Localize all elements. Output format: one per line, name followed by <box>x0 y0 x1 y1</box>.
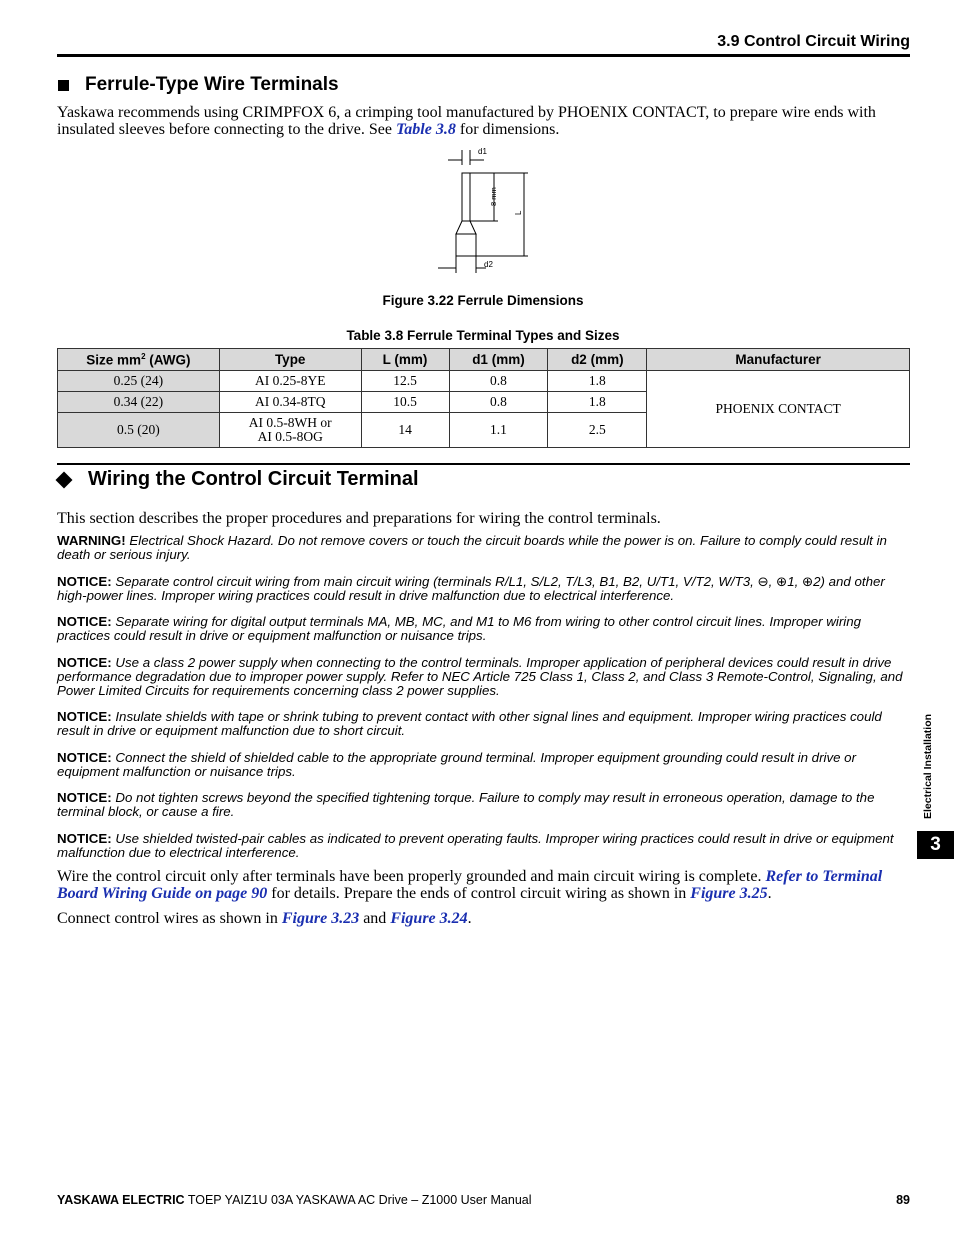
label-d1: d1 <box>478 147 487 156</box>
label-8mm: 8 mm <box>489 187 498 206</box>
link-figure-3-25[interactable]: Figure 3.25 <box>690 885 768 902</box>
ferrule-intro-text: Yaskawa recommends using CRIMPFOX 6, a crimping tool manufactured by PHOENIX CONTACT, to prepare wire ends with insulated sleeves before connecting to the drive. See <box>57 104 876 138</box>
cell-d1: 0.8 <box>449 371 548 392</box>
th-d2: d2 (mm) <box>548 349 647 371</box>
wiring-heading <box>55 468 419 491</box>
th-type: Type <box>219 349 361 371</box>
cell-d1: 1.1 <box>449 413 548 448</box>
ferrule-intro-tail: for dimensions. <box>455 121 560 138</box>
footer <box>57 1193 532 1207</box>
th-d1: d1 (mm) <box>449 349 548 371</box>
cell-d2: 1.8 <box>548 371 647 392</box>
ferrule-intro <box>57 104 912 138</box>
page-number: 89 <box>896 1193 910 1207</box>
wiring-paragraph-1: Wire the control circuit only after terminals have been properly grounded and main circuit wiring is complete. Refer to Terminal Board Wiring Guide on page 90 for details. Prepare the ends of control circuit wiring as shown in Figure 3.25. <box>57 868 883 902</box>
link-terminal-board-wiring-guide[interactable]: Refer to Terminal Board Wiring Guide on page 90 <box>57 868 883 902</box>
header-rule <box>57 54 910 57</box>
cell-type: AI 0.5-8WH or AI 0.5-8OG <box>219 413 361 448</box>
footer-doc: TOEP YAIZ1U 03A YASKAWA AC Drive – Z1000 User Manual <box>184 1193 532 1207</box>
footer-brand: YASKAWA ELECTRIC <box>57 1193 185 1207</box>
cell-size: 0.34 (22) <box>58 392 220 413</box>
cell-d2: 1.8 <box>548 392 647 413</box>
cell-l: 10.5 <box>361 392 449 413</box>
link-figure-3-24[interactable]: Figure 3.24 <box>390 910 468 927</box>
cell-type: AI 0.34-8TQ <box>219 392 361 413</box>
notice-block: NOTICE: Use a class 2 power supply when connecting to the control terminals. Improper application of peripheral devices could result in drive performance degradation due to improper power supply. Refer to NEC Article 725 Class 1, Class 2, and Class 3 Remote-Control, Signaling, and Power Limited Circuits for requirements concerning class 2 power supplies. <box>57 655 903 698</box>
ferrule-heading <box>58 74 339 96</box>
cell-type: AI 0.25-8YE <box>219 371 361 392</box>
th-manufacturer: Manufacturer <box>647 349 910 371</box>
link-table-3-8[interactable]: Table 3.8 <box>396 121 456 138</box>
ferrule-tube <box>462 173 470 221</box>
cell-d1: 0.8 <box>449 392 548 413</box>
th-l: L (mm) <box>361 349 449 371</box>
cell-l: 12.5 <box>361 371 449 392</box>
notice-block: NOTICE: Insulate shields with tape or shrink tubing to prevent contact with other signal lines and equipment. Improper wiring practices could result in drive or equipment malfunction due to short circuit. <box>57 709 882 738</box>
th-size: Size $mm^2$ (AWG) <box>58 349 220 371</box>
cell-l: 14 <box>361 413 449 448</box>
notice-block: NOTICE: Connect the shield of shielded cable to the appropriate ground terminal. Improper equipment grounding could result in drive or equipment malfunction or nuisance trips. <box>57 750 857 779</box>
wiring-intro: This section describes the proper procedures and preparations for wiring the control terminals. <box>57 510 661 527</box>
square-bullet-icon <box>58 80 69 91</box>
label-L: L <box>514 210 523 215</box>
wiring-paragraph-2: Connect control wires as shown in Figure 3.23 and Figure 3.24. <box>57 910 472 927</box>
side-chapter-label: Electrical Installation <box>922 713 934 819</box>
table-row <box>58 371 910 392</box>
ferrule-table <box>57 348 910 448</box>
diamond-bullet-icon <box>56 471 73 488</box>
cell-size: 0.5 (20) <box>58 413 220 448</box>
link-figure-3-23[interactable]: Figure 3.23 <box>281 910 360 927</box>
notice-block: NOTICE: Separate wiring for digital output terminals MA, MB, MC, and M1 to M6 from wiring to other control circuit lines. Improper wiring practices could result in drive or equipment malfunction or nuisance trips. <box>57 614 862 643</box>
table-header-row <box>58 349 910 371</box>
label-d2: d2 <box>484 260 493 269</box>
table-3-8-caption: Table 3.8 Ferrule Terminal Types and Sizes <box>346 328 620 343</box>
ferrule-heading-text: Ferrule-Type Wire Terminals <box>85 74 339 95</box>
ferrule-collar <box>456 221 476 234</box>
cell-d2: 2.5 <box>548 413 647 448</box>
header-section-title: 3.9 Control Circuit Wiring <box>717 33 910 50</box>
warning-block: WARNING! Electrical Shock Hazard. Do not remove covers or touch the circuit boards while the power is on. Failure to comply could result in death or serious injury. <box>57 533 887 562</box>
ferrule-sleeve <box>456 234 476 256</box>
section-rule <box>57 463 910 465</box>
notice-block: NOTICE: Use shielded twisted-pair cables as indicated to prevent operating faults. Improper wiring practices could result in drive or equipment malfunction due to electrical interference. <box>57 831 894 860</box>
chapter-tab[interactable]: 3 <box>917 831 954 859</box>
ferrule-diagram <box>430 140 540 280</box>
notice-block: NOTICE: Do not tighten screws beyond the specified tightening torque. Failure to comply may result in erroneous operation, damage to the terminal block, or cause a fire. <box>57 790 875 819</box>
cell-manufacturer: PHOENIX CONTACT <box>647 371 910 448</box>
wiring-heading-text: Wiring the Control Circuit Terminal <box>88 468 419 490</box>
figure-3-22-caption: Figure 3.22 Ferrule Dimensions <box>382 293 584 308</box>
notice-block: NOTICE: Separate control circuit wiring from main circuit wiring (terminals R/L1, S/L2, T/L3, B1, B2, U/T1, V/T2, W/T3, ⊖, ⊕1, ⊕2) and other high-power lines. Improper wiring practices could result in drive malfunction due to electrical interference. <box>57 574 885 603</box>
cell-size: 0.25 (24) <box>58 371 220 392</box>
